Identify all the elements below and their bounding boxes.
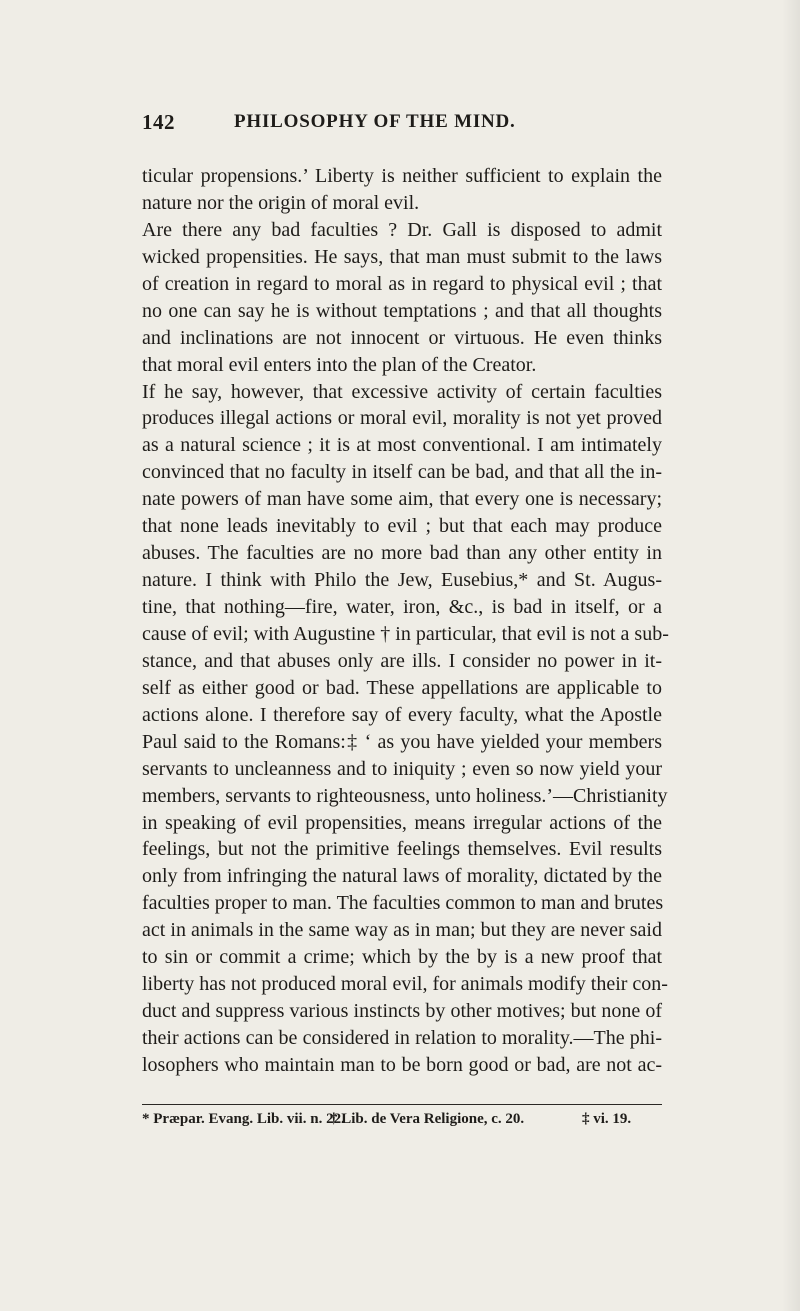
text-line: cause of evil; with Augustine † in particular, that evil is not a sub- [142, 622, 669, 645]
text-line: members, servants to righteousness, unto holiness.’—Christianity [142, 784, 668, 807]
text-line: no one can say he is without temptations ; and that all thoughts [142, 299, 662, 322]
text-line: abuses. The faculties are no more bad than any other entity in [142, 542, 662, 565]
text-line: Are there any bad faculties ? Dr. Gall is disposed to admit [142, 218, 662, 241]
text-line: liberty has not produced moral evil, for animals modify their con- [142, 973, 668, 996]
text-line: self as either good or bad. These appellations are applicable to [142, 676, 662, 699]
text-line: their actions can be considered in relation to morality.—The phi- [142, 1027, 662, 1049]
text-line: feelings, but not the primitive feelings themselves. Evil results [142, 838, 662, 861]
body-text [142, 163, 669, 1079]
text-line: and inclinations are not innocent or virtuous. He even thinks [142, 326, 662, 349]
text-line: that moral evil enters into the plan of the Creator. [142, 353, 537, 376]
text-line: convinced that no faculty in itself can be bad, and that all the in- [142, 461, 662, 484]
text-line: ticular propensions.’ Liberty is neither sufficient to explain the [142, 165, 662, 187]
text-line: nature nor the origin of moral evil. [142, 191, 420, 214]
footnote-2: † Lib. de Vera Religione, c. 20. [330, 1111, 525, 1127]
text-line: If he say, however, that excessive activity of certain faculties [142, 380, 662, 403]
page-edge-shadow [782, 0, 800, 1311]
text-line: to sin or commit a crime; which by the by is a new proof that [142, 946, 662, 969]
text-line: as a natural science ; it is at most conventional. I am intimately [142, 434, 662, 457]
text-line: Paul said to the Romans:‡ ‘ as you have yielded your members [142, 730, 662, 753]
text-line: of creation in regard to moral as in regard to physical evil ; that [142, 272, 662, 295]
running-head: PHILOSOPHY OF THE MIND. [234, 111, 516, 132]
text-line: duct and suppress various instincts by other motives; but none of [142, 1000, 662, 1023]
text-line: losophers who maintain man to be born good or bad, are not ac- [142, 1053, 662, 1076]
text-line: servants to uncleanness and to iniquity ; even so now yield your [142, 757, 662, 780]
text-line: stance, and that abuses only are ills. I consider no power in it- [142, 649, 662, 672]
footnote-rule [142, 1104, 662, 1105]
text-line: actions alone. I therefore say of every faculty, what the Apostle [142, 703, 662, 726]
text-line: nature. I think with Philo the Jew, Eusebius,* and St. Augus- [142, 569, 662, 592]
page-header [142, 110, 642, 140]
footnote-3: ‡ vi. 19. [582, 1111, 632, 1127]
page-number: 142 [142, 110, 175, 134]
text-line: only from infringing the natural laws of morality, dictated by the [142, 865, 662, 888]
text-line: faculties proper to man. The faculties common to man and brutes [142, 892, 664, 915]
footnotes [142, 1108, 662, 1130]
text-line: in speaking of evil propensities, means irregular actions of the [142, 811, 662, 834]
text-line: nate powers of man have some aim, that every one is necessary; [142, 488, 662, 511]
text-line: tine, that nothing—fire, water, iron, &c., is bad in itself, or a [142, 596, 662, 618]
text-line: produces illegal actions or moral evil, morality is not yet proved [142, 407, 662, 430]
text-line: wicked propensities. He says, that man must submit to the laws [142, 245, 662, 268]
footnote-1: * Præpar. Evang. Lib. vii. n. 22. [142, 1111, 345, 1127]
text-line: that none leads inevitably to evil ; but that each may produce [142, 515, 662, 538]
text-line: act in animals in the same way as in man; but they are never said [142, 919, 662, 942]
